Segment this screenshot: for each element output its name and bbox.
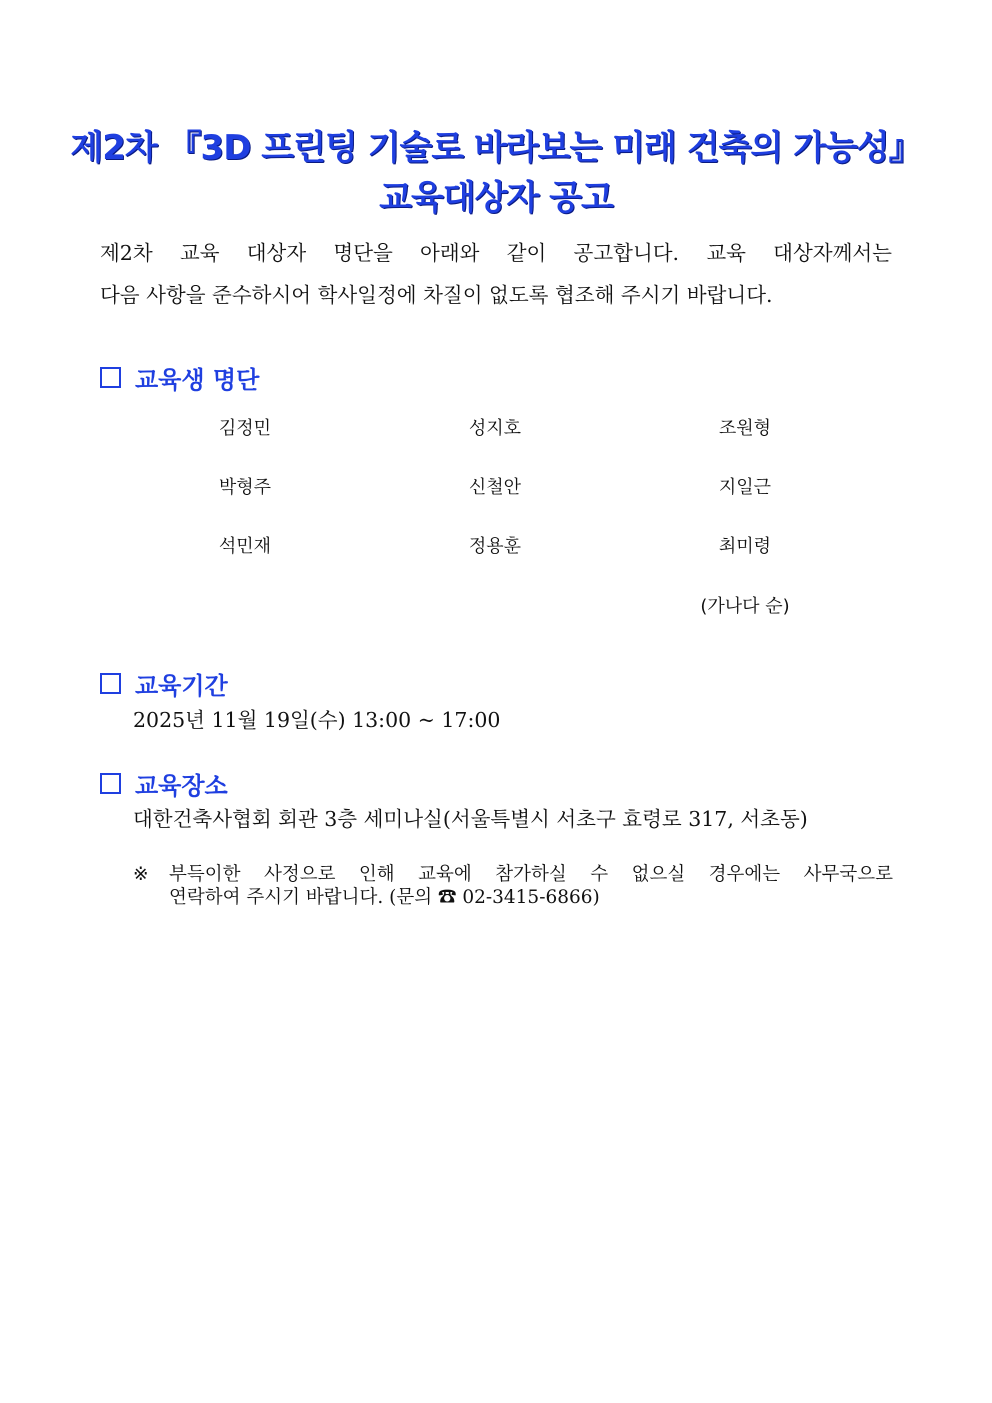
trainee-name: 조원형: [718, 418, 772, 439]
section-heading-label: 교육기간: [135, 672, 228, 700]
trainee-name: 석민재: [218, 536, 272, 557]
note-line-1: 부득이한 사정으로 인해 교육에 참가하실 수 없으실 경우에는 사무국으로: [169, 864, 893, 885]
trainee-name: 성지호: [468, 418, 522, 439]
trainee-name: 최미령: [718, 536, 772, 557]
reference-mark-icon: ※: [133, 864, 149, 885]
name-row: [0, 414, 992, 473]
page-subtitle: 교육대상자 공고: [379, 178, 613, 218]
note-line-2: 연락하여 주시기 바랍니다. (문의 ☎ 02-3415-6866): [169, 887, 600, 908]
section-heading-venue: [100, 766, 228, 801]
name-row: [0, 473, 992, 532]
trainee-name-list: [0, 414, 992, 591]
education-period-value: 2025년 11월 19일(수) 13:00 ~ 17:00: [133, 708, 501, 732]
intro-line-2: 다음 사항을 준수하시어 학사일정에 차질이 없도록 협조해 주시기 바랍니다.: [100, 283, 773, 307]
section-heading-period: [100, 666, 228, 701]
checkbox-square-icon: [100, 773, 121, 794]
section-heading-label: 교육장소: [135, 772, 228, 800]
name-row: [0, 532, 992, 591]
trainee-name: 지일근: [718, 477, 772, 498]
trainee-name: 박형주: [218, 477, 272, 498]
page-title: 제2차 『3D 프린팅 기술로 바라보는 미래 건축의 가능성』: [70, 128, 922, 168]
trainee-name: 신철안: [468, 477, 522, 498]
checkbox-square-icon: [100, 367, 121, 388]
name-order-note: (가나다 순): [700, 596, 790, 617]
notice-note: [133, 863, 893, 909]
trainee-name: 정용훈: [468, 536, 522, 557]
trainee-name: 김정민: [218, 418, 272, 439]
section-heading-label: 교육생 명단: [135, 366, 260, 394]
intro-line-1: 제2차 교육 대상자 명단을 아래와 같이 공고합니다. 교육 대상자께서는: [100, 241, 892, 265]
checkbox-square-icon: [100, 673, 121, 694]
section-heading-trainees: [100, 360, 259, 395]
intro-paragraph: [100, 232, 892, 316]
education-venue-value: 대한건축사협회 회관 3층 세미나실(서울특별시 서초구 효령로 317, 서초동): [133, 807, 808, 831]
